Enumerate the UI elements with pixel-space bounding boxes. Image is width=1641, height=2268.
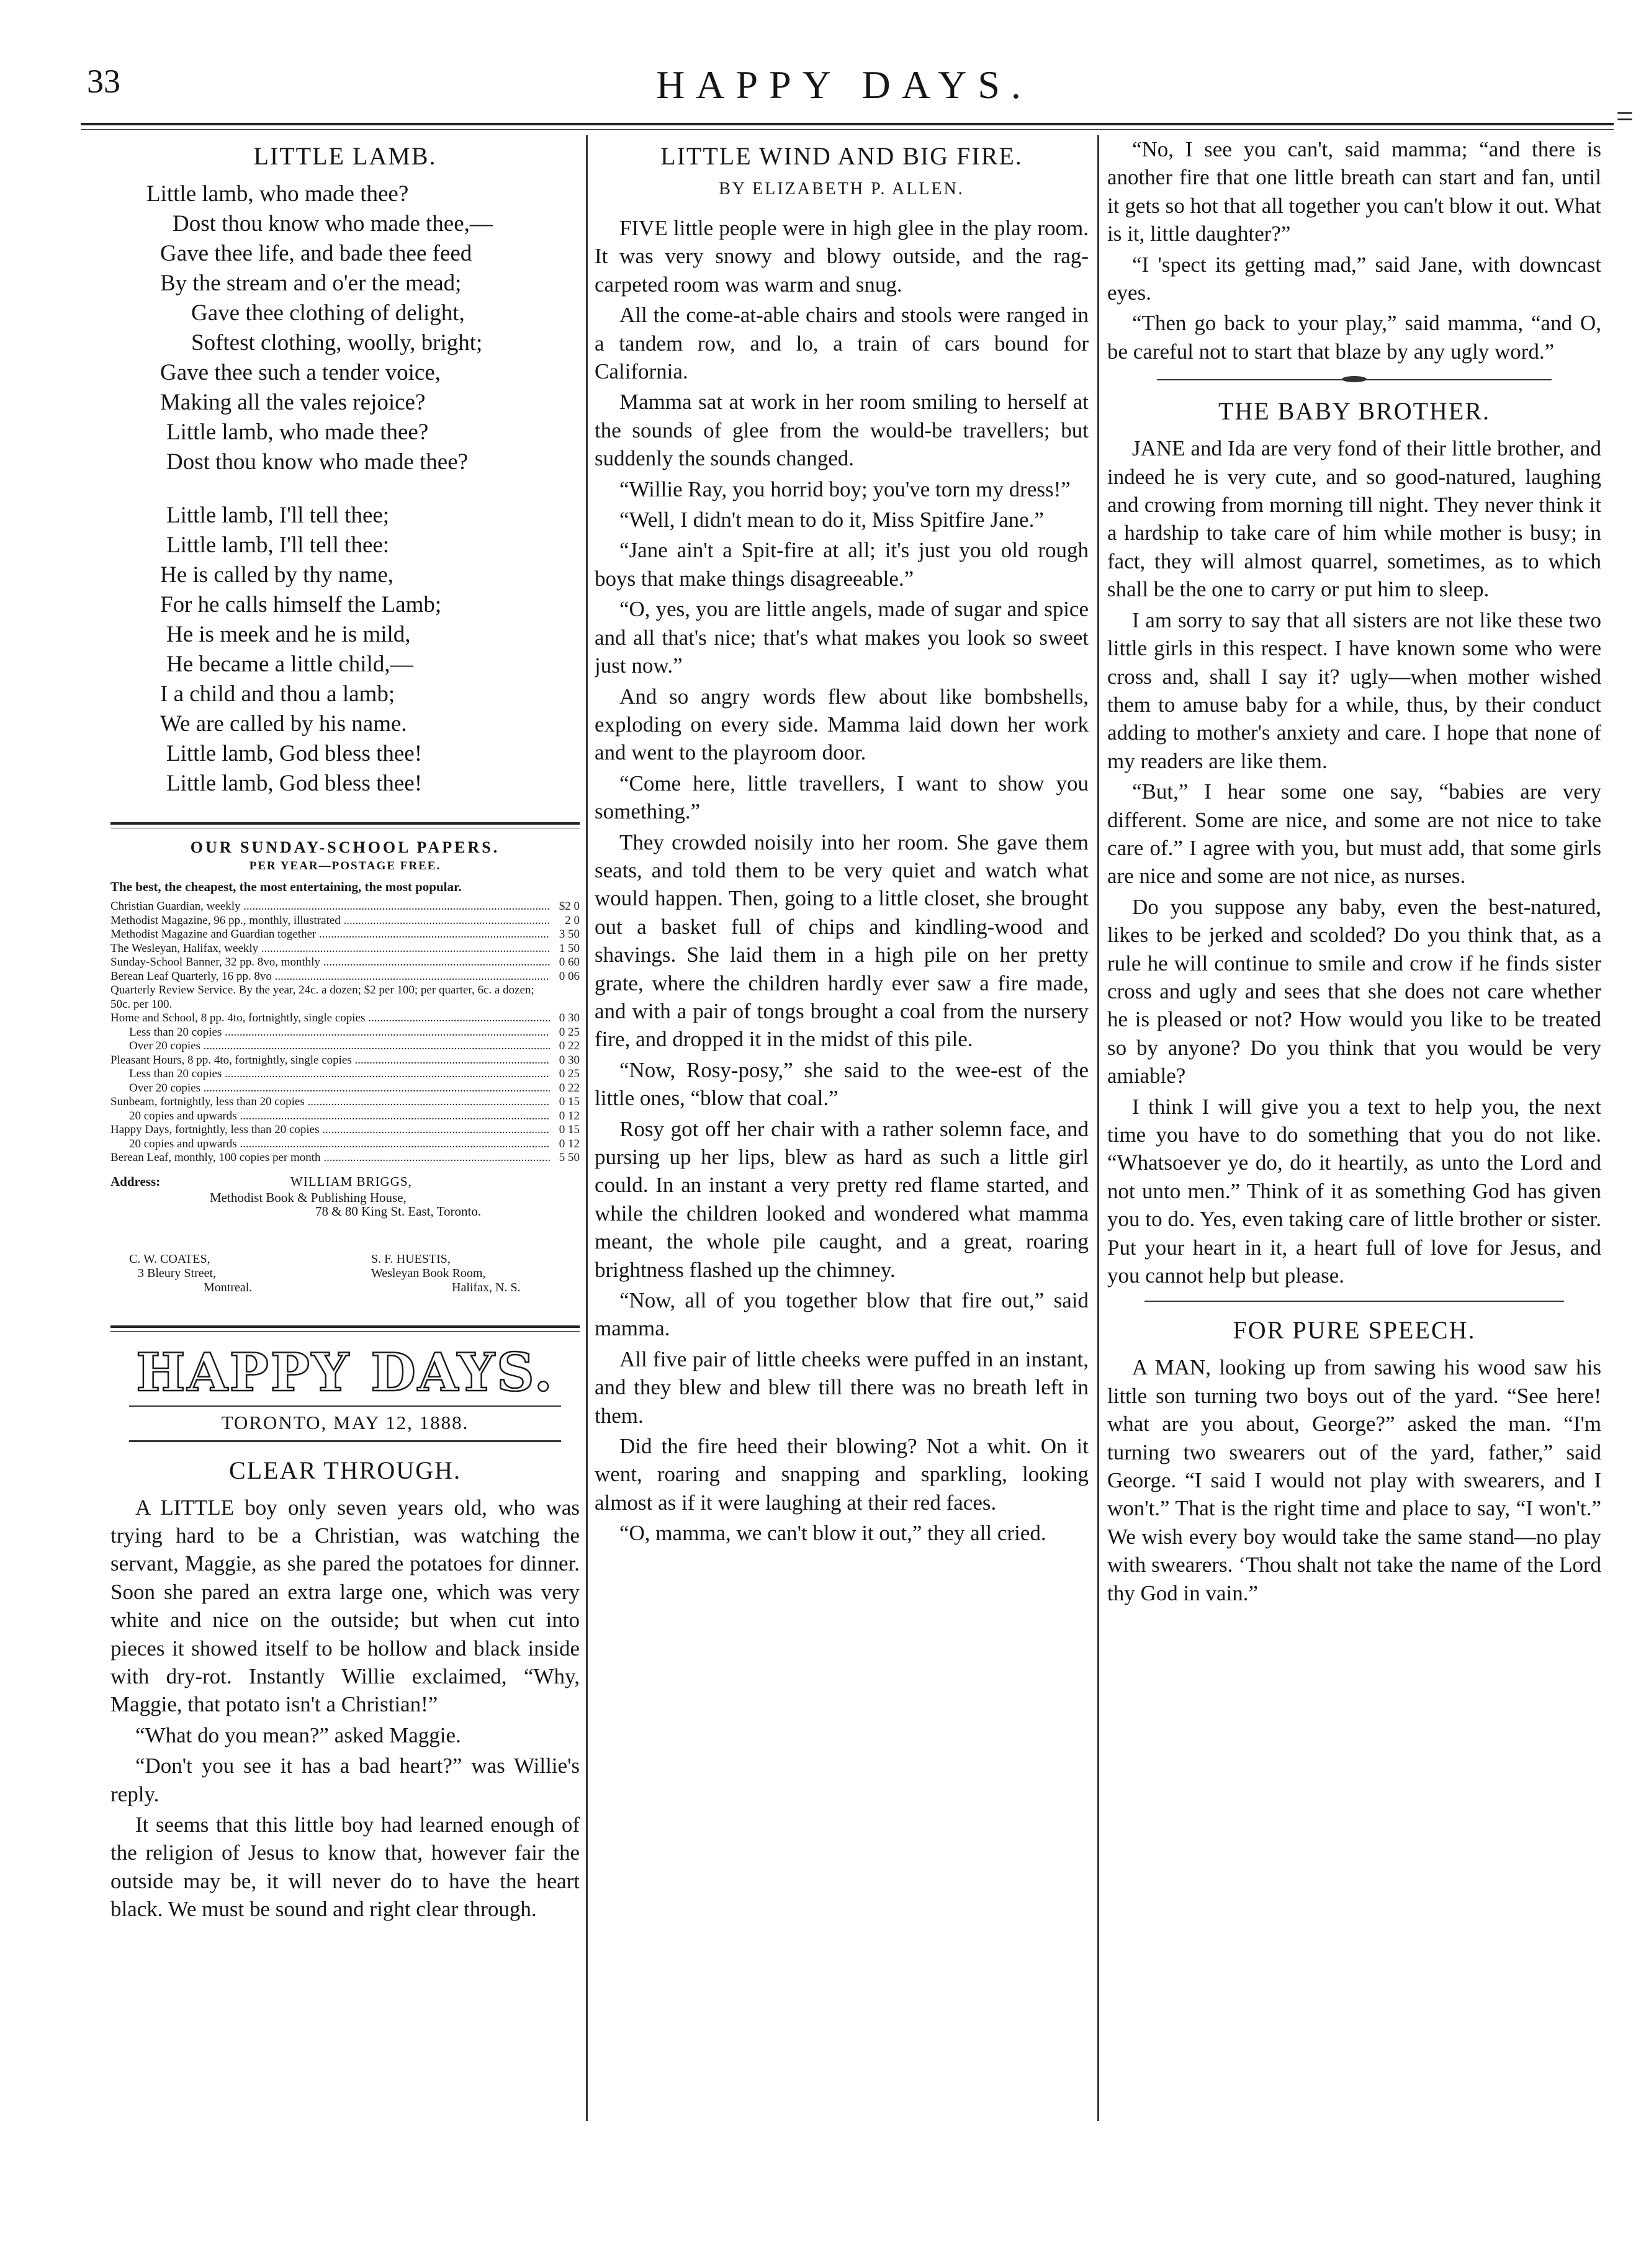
poem-line: Making all the vales rejoice?: [160, 390, 426, 415]
article-paragraph: “Now, Rosy-posy,” she said to the wee-est of the little ones, “blow that coal.”: [595, 1057, 1089, 1111]
article-paragraph: Do you suppose any baby, even the best-natured, likes to be jerked and scolded? Do you think that, as a rule he will continue to smile and crow if he finds sister cross and ugly and sees that she does not care whether he is pleased or not? How would you like to be treated so by anyone? Do you think that you would be very amiable?: [1107, 894, 1601, 1088]
paper-name: Less than 20 copies .....: [129, 1026, 550, 1040]
price-row: [110, 942, 580, 956]
price-row: [110, 1054, 580, 1068]
column-2: [595, 135, 1089, 2121]
article-paragraph: It seems that this little boy had learned enough of the religion of Jesus to know that, however fair the outside may be, it will never do to have the heart black. We must be sound and right clear through.: [110, 1812, 580, 1922]
paper-price: $2 0: [559, 900, 580, 913]
article-paragraph: FIVE little people were in high glee in the play room. It was very snowy and blowy outside, and the rag-carpeted room was warm and snug.: [595, 216, 1089, 297]
page-header: [81, 62, 1607, 118]
column-3: [1107, 135, 1601, 2121]
poem-line: Little lamb, who made thee?: [146, 181, 409, 207]
paper-name: 20 copies and upwards .....: [129, 1109, 550, 1124]
price-row: [110, 1067, 580, 1082]
paper-price: 1 50: [559, 941, 580, 955]
paper-name: Methodist Magazine, 96 pp., monthly, illustrated .....: [110, 914, 550, 928]
article-byline: BY ELIZABETH P. ALLEN.: [719, 179, 964, 199]
paper-name: Sunday-School Banner, 32 pp. 8vo, monthly .....: [110, 956, 550, 970]
article-body: [110, 1494, 580, 1924]
poem-line: Dost thou know who made thee?: [166, 449, 469, 475]
column-divider: [1097, 135, 1099, 2121]
paper-name: Methodist Magazine and Guardian together .....: [110, 928, 550, 942]
paper-name: Pleasant Hours, 8 pp. 4to, fortnightly, single copies .....: [110, 1054, 550, 1068]
poem-line: Little lamb, I'll tell thee;: [166, 503, 390, 528]
agents: [110, 1252, 580, 1314]
article-body-continued: [1107, 135, 1601, 365]
article-paragraph: Did the fire heed their blowing? Not a whit. On it went, roaring and snapping and sparkling, looking almost as if it were laughing at their red faces.: [595, 1434, 1089, 1515]
paper-name: Less than 20 copies .....: [129, 1067, 550, 1082]
agent-line: 3 Bleury Street,: [138, 1266, 217, 1280]
masthead: HAPPY DAYS.: [136, 1341, 554, 1403]
paper-price: 0 15: [559, 1123, 580, 1136]
price-row: [110, 1137, 580, 1152]
article-paragraph: I am sorry to say that all sisters are not like these two little girls in this respect. I have known some who were cross and, shall I say it? ugly—when mother wished them to amuse baby for a while, thus, by their conduct adding to mother's anxiety and care. I hope that none of my readers are like them.: [1107, 607, 1601, 773]
article-paragraph: “Jane ain't a Spit-fire at all; it's just you old rough boys that make things disagreeable.”: [595, 538, 1089, 591]
paper-price: 3 50: [559, 928, 580, 941]
paper-price: 0 30: [559, 1053, 580, 1067]
price-row: [110, 1011, 580, 1026]
paper-price: 0 06: [559, 969, 580, 983]
poem-line: Little lamb, I'll tell thee:: [166, 532, 390, 558]
ornament-rule: [1157, 379, 1552, 380]
poem-line: He became a little child,—: [166, 652, 413, 677]
paper-name: Berean Leaf Quarterly, 16 pp. 8vo .....: [110, 970, 550, 984]
poem-line: Gave thee clothing of delight,: [191, 300, 465, 326]
agent-halifax: [371, 1252, 521, 1295]
paper-name: Home and School, 8 pp. 4to, fortnightly, single copies .....: [110, 1011, 550, 1026]
price-row: [110, 1123, 580, 1137]
article-paragraph: Rosy got off her chair with a rather solemn face, and pursing up her lips, blew as hard as such a little girl could. In an instant a very pretty red flame started, and while the children looked and wondered what mamma meant, the whole pile caught, and a great, roaring brightness flashed up the chimney.: [595, 1116, 1089, 1282]
page-number: 33: [87, 63, 120, 100]
price-row: [110, 1082, 580, 1096]
article-paragraph: “Now, all of you together blow that fire out,” said mamma.: [595, 1288, 1089, 1341]
poem-line: I a child and thou a lamb;: [160, 681, 395, 707]
agent-line: Montreal.: [204, 1280, 253, 1294]
article-title: THE BABY BROTHER.: [1218, 397, 1491, 426]
paper-price: 0 12: [559, 1137, 580, 1150]
poem-line: Little lamb, God bless thee!: [166, 771, 423, 796]
publisher-name: WILLIAM BRIGGS,: [290, 1173, 412, 1189]
poem-line: He is meek and he is mild,: [166, 622, 411, 647]
running-title: HAPPY DAYS.: [656, 63, 1032, 107]
column-divider: [586, 135, 588, 2121]
poem-line: Little lamb, who made thee?: [166, 419, 429, 445]
paper-name: Happy Days, fortnightly, less than 20 copies .....: [110, 1123, 550, 1137]
paper-name: Sunbeam, fortnightly, less than 20 copies .....: [110, 1095, 550, 1109]
article-paragraph: All five pair of little cheeks were puffed in an instant, and they blew and blew till there was no breath left in them.: [595, 1347, 1089, 1428]
column-1: [110, 135, 580, 2121]
article-paragraph: “O, mamma, we can't blow it out,” they all cried.: [619, 1521, 1046, 1546]
article-paragraph: And so angry words flew about like bombshells, exploding on every side. Mamma laid down her work and went to the playroom door.: [595, 684, 1089, 765]
poem-line: Little lamb, God bless thee!: [166, 741, 423, 766]
poem-line: We are called by his name.: [160, 711, 407, 737]
header-rule: [81, 123, 1614, 130]
article-paragraph: All the come-at-able chairs and stools were ranged in a tandem row, and lo, a train of cars bound for California.: [595, 303, 1089, 384]
paper-price: 0 60: [559, 956, 580, 969]
article-paragraph: “Then go back to your play,” said mamma, “and O, be careful not to start that blaze by any ugly word.”: [1107, 311, 1601, 364]
paper-name: Quarterly Review Service. By the year, 24c. a dozen; $2 per 100; per quarter, 6c. a dozen; 50c. per 100.: [110, 984, 534, 1011]
article-paragraph: A LITTLE boy only seven years old, who was trying hard to be a Christian, was watching the servant, Maggie, as she pared the potatoes for dinner. Soon she pared an extra large one, which was very white and nice on the outside; but when cut into pieces it showed itself to be hollow and black inside with dry-rot. Instantly Willie exclaimed, “Why, Maggie, that potato isn't a Christian!”: [110, 1495, 580, 1717]
article-title: FOR PURE SPEECH.: [1233, 1316, 1476, 1345]
section-rule: [110, 822, 580, 828]
article-paragraph: “Willie Ray, you horrid boy; you've torn my dress!”: [619, 477, 1071, 501]
agent-line: S. F. HUESTIS,: [371, 1252, 451, 1266]
paper-name: Berean Leaf, monthly, 100 copies per month .....: [110, 1151, 550, 1165]
paper-price: 0 30: [559, 1011, 580, 1024]
price-row: [110, 984, 580, 1011]
poem-line: Dost thou know who made thee,—: [173, 211, 493, 236]
article-paragraph: “Come here, little travellers, I want to show you something.”: [595, 771, 1089, 824]
agent-line: Halifax, N. S.: [452, 1280, 521, 1294]
papers-subtitle: PER YEAR—POSTAGE FREE.: [249, 859, 441, 872]
price-row: [110, 1026, 580, 1040]
price-row: [110, 1109, 580, 1124]
article-body: [1107, 1353, 1601, 1607]
article-paragraph: “O, yes, you are little angels, made of sugar and spice and all that's nice; that's what makes you look so sweet just now.”: [595, 597, 1089, 678]
article-paragraph: “But,” I hear some one say, “babies are very different. Some are nice, and some are not nice to take care of.” I agree with you, but must add, that some girls are nice and some are not nice, as nurses.: [1107, 779, 1601, 889]
paper-name: Over 20 copies .....: [129, 1039, 550, 1054]
article-paragraph: “Don't you see it has a bad heart?” was Willie's reply.: [110, 1754, 580, 1806]
poem-line: By the stream and o'er the mead;: [160, 271, 462, 296]
article-paragraph: They crowded noisily into her room. She gave them seats, and told them to be very quiet and watch what would happen. Then, going to a little closet, she brought out a basket full of chips and kindling-wood and shavings. She laid them in a high pile on her pretty grate, where the children hardly ever saw a fire made, and with a pair of tongs brought a coal from the nursery fire, and dropped it in the midst of this pile.: [595, 830, 1089, 1052]
edge-mark: =: [1616, 99, 1634, 133]
paper-name: 20 copies and upwards .....: [129, 1137, 550, 1152]
article-body: [595, 214, 1089, 1548]
publisher-address-line: Methodist Book & Publishing House,: [210, 1190, 407, 1205]
paper-price: 0 12: [559, 1109, 580, 1123]
poem-line: Gave thee such a tender voice,: [160, 360, 441, 385]
article-paragraph: JANE and Ida are very fond of their little brother, and indeed he is very cute, and so good-natured, laughing and crowing from morning till night. They never think it a hardship to take care of him while mother is busy; in fact, they will almost quarrel, sometimes, as to which shall be the one to carry or put him to sleep.: [1107, 436, 1601, 602]
paper-price: [550, 984, 580, 1011]
article-paragraph: Mamma sat at work in her room smiling to herself at the sounds of glee from the would-be travellers; but suddenly the sounds changed.: [595, 390, 1089, 471]
price-list: [110, 900, 580, 1165]
publisher-address: [110, 1174, 580, 1248]
price-row: [110, 956, 580, 970]
paper-price: 0 22: [559, 1081, 580, 1095]
section-rule: [110, 1325, 580, 1332]
paper-price: 5 50: [559, 1151, 580, 1164]
section-rule: [1144, 1301, 1564, 1302]
article-title: LITTLE WIND AND BIG FIRE.: [660, 142, 1023, 170]
price-row: [110, 914, 580, 928]
agent-line: Wesleyan Book Room,: [371, 1266, 486, 1280]
papers-intro: The best, the cheapest, the most entertaining, the most popular.: [110, 879, 462, 894]
article-body: [1107, 434, 1601, 1289]
paper-name: The Wesleyan, Halifax, weekly .....: [110, 942, 550, 956]
price-row: [110, 900, 580, 914]
article-paragraph: I think I will give you a text to help you, the next time you have to do something that you do not like. “Whatsoever ye do, do it heartily, as unto the Lord and not unto men.” Think of it as something God has given you to do. Yes, even taking care of little brother or sister. Put your heart in it, a heart full of love for Jesus, and you cannot help but please.: [1107, 1094, 1601, 1288]
address-label: Address:: [110, 1173, 161, 1189]
article-paragraph: “No, I see you can't, said mamma; “and there is another fire that one little breath can start and fan, until it gets so hot that all together you can't blow it out. What is it, little daughter?”: [1107, 137, 1601, 246]
poem-title: LITTLE LAMB.: [253, 142, 437, 170]
poem-stanza-2: [110, 501, 580, 799]
price-row: [110, 928, 580, 942]
price-row: [110, 1151, 580, 1165]
poem-line: Softest clothing, woolly, bright;: [191, 330, 483, 356]
papers-title: OUR SUNDAY-SCHOOL PAPERS.: [190, 838, 500, 856]
article-paragraph: A MAN, looking up from sawing his wood saw his little son turning two boys out of the yard. “See here! what are you about, George?” asked the man. “I'm turning two swearers out of the yard, father,” said George. “I said I would not play with swearers, and I won't.” That is the right time and place to say, “I won't.” We wish every boy would take the same stand—no play with swearers. ‘Thou shalt not take the name of the Lord thy God in vain.”: [1107, 1355, 1601, 1605]
article-title: CLEAR THROUGH.: [229, 1456, 461, 1484]
agent-montreal: [129, 1252, 252, 1295]
paper-price: 2 0: [565, 913, 580, 927]
paper-name: Over 20 copies .....: [129, 1082, 550, 1096]
article-paragraph: “What do you mean?” asked Maggie.: [135, 1723, 461, 1747]
dateline: TORONTO, MAY 12, 1888.: [129, 1405, 561, 1442]
poem-stanza-1: [110, 179, 580, 477]
poem-line: He is called by thy name,: [160, 562, 394, 588]
article-paragraph: “Well, I didn't mean to do it, Miss Spitfire Jane.”: [619, 508, 1044, 532]
paper-price: 0 25: [559, 1025, 580, 1039]
paper-price: 0 22: [559, 1039, 580, 1052]
agent-line: C. W. COATES,: [129, 1252, 210, 1266]
price-row: [110, 970, 580, 984]
paper-price: 0 25: [559, 1067, 580, 1080]
publisher-address-line: 78 & 80 King St. East, Toronto.: [315, 1203, 482, 1219]
price-row: [110, 1039, 580, 1054]
paper-name: Christian Guardian, weekly .....: [110, 900, 550, 914]
papers-notice: [110, 838, 580, 1314]
paper-price: 0 15: [559, 1095, 580, 1108]
poem-line: Gave thee life, and bade thee feed: [160, 241, 472, 266]
poem-line: For he calls himself the Lamb;: [160, 592, 442, 617]
article-paragraph: “I 'spect its getting mad,” said Jane, with downcast eyes.: [1107, 252, 1601, 305]
price-row: [110, 1095, 580, 1109]
